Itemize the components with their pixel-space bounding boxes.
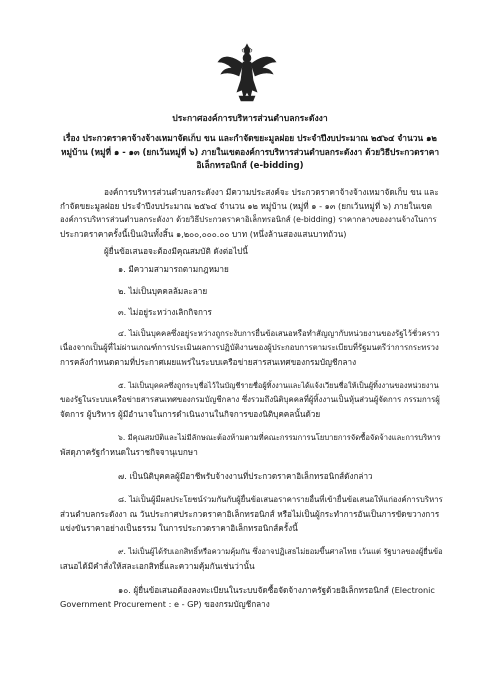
intro-line: กำจัดขยะมูลฝอย ประจำปีงบประมาณ ๒๕๖๔ จำนวน ๑๒ หมู่บ้าน (หมู่ที่ ๑ - ๑๓ (ยกเว้นหมู่ที่ ๖) ภายในเขต (60, 201, 432, 211)
qualification-item-2: ๒. ไม่เป็นบุคคลล้มละลาย (118, 286, 208, 296)
qualification-item-1: ๑. มีความสามารถตามกฎหมาย (118, 264, 229, 274)
subject-line-3: อิเล็กทรอนิกส์ (e-bidding) (196, 161, 304, 171)
qualification-item-4-cont: การคลังกำหนดตามที่ประกาศเผยแพร่ในระบบเครือข่ายสารสนเทศของกรมบัญชีกลาง (60, 357, 357, 367)
qualification-item-8-cont: ส่วนตำบลกระดังงา ณ วันประกาศประกวดราคาอิเล็กทรอนิกส์ หรือไม่เป็นผู้กระทำการอันเป็นการขัดขวางการ (60, 509, 440, 519)
qualification-item-5-cont: ของรัฐในระบบเครือข่ายสารสนเทศของกรมบัญชีกลาง ซึ่งรวมถึงนิติบุคคลที่ผู้ทิ้งงานเป็นหุ้นส่วนผู้จัดการ กรรมการผู้ (60, 395, 440, 404)
qualification-item-4-cont: เนื่องจากเป็นผู้ที่ไม่ผ่านเกณฑ์การประเมินผลการปฏิบัติงานของผู้ประกอบการตามระเบียบที่รัฐมนตรีว่าการกระทรวง (60, 343, 439, 352)
qualification-item-9: ๙. ไม่เป็นผู้ได้รับเอกสิทธิ์หรือความคุ้มกัน ซึ่งอาจปฏิเสธไม่ยอมขึ้นศาลไทย เว้นแต่ รัฐบาลของผู้ยื่นข้อ (118, 547, 443, 556)
qualification-item-7: ๗. เป็นนิติบุคคลผู้มีอาชีพรับจ้างงานที่ประกวดราคาอิเล็กทรอนิกส์ดังกล่าว (118, 471, 373, 481)
qualification-item-3: ๓. ไม่อยู่ระหว่างเลิกกิจการ (118, 307, 212, 317)
qualification-item-8: ๘. ไม่เป็นผู้มีผลประโยชน์ร่วมกันกับผู้ยื่นข้อเสนอราคารายอื่นที่เข้ายื่นข้อเสนอให้แก่องค์การบริหาร (118, 495, 443, 504)
qualification-item-5-cont: จัดการ ผู้บริหาร ผู้มีอำนาจในการดำเนินงานในกิจการของนิติบุคคลนั้นด้วย (60, 409, 321, 419)
intro-line: องค์การบริหารส่วนตำบลกระดังงา ด้วยวิธีประกวดราคาอิเล็กทรอนิกส์ (e-bidding) ราคากลางของงานจ้างในการ (60, 215, 437, 224)
qualification-item-4: ๔. ไม่เป็นบุคคลซึ่งอยู่ระหว่างถูกระงับการยื่นข้อเสนอหรือทำสัญญากับหน่วยงานของรัฐไว้ชั่วคราว (118, 329, 440, 338)
intro-line: ประกวดราคาครั้งนี้เป็นเงินทั้งสิ้น ๑,๒๐๐,๐๐๐.๐๐ บาท (หนึ่งล้านสองแสนบาทถ้วน) (60, 229, 347, 239)
qualification-item-10-cont: Government Procurement : e - GP) ของกรมบัญชีกลาง (60, 599, 270, 609)
org-title: ประกาศองค์การบริหารส่วนตำบลกระดังงา (172, 114, 328, 124)
qualification-item-8-cont: แข่งขันราคาอย่างเป็นธรรม ในการประกวดราคาอิเล็กทรอนิกส์ครั้งนี้ (60, 523, 298, 533)
qualification-item-10: ๑๐. ผู้ยื่นข้อเสนอต้องลงทะเบียนในระบบจัดซื้อจัดจ้างภาครัฐด้วยอิเล็กทรอนิกส์ (Electronic (118, 585, 435, 595)
garuda-emblem-icon (215, 40, 279, 104)
qualification-item-5: ๕. ไม่เป็นบุคคลซึ่งถูกระบุชื่อไว้ในบัญชีรายชื่อผู้ทิ้งงานและได้แจ้งเวียนชื่อให้เป็นผู้ทิ้งงานของหน่วยงาน (118, 381, 439, 390)
qualification-item-6-cont: พัสดุภาครัฐกำหนดในราชกิจจานุเบกษา (60, 447, 198, 457)
subject-line-2: หมู่บ้าน (หมู่ที่ ๑ - ๑๓ (ยกเว้นหมู่ที่ ๖) ภายในเขตองค์การบริหารส่วนตำบลกระดังงา ด้วยวิธีประกวดราคา (60, 147, 440, 157)
intro-line: องค์การบริหารส่วนตำบลกระดังงา มีความประสงค์จะ ประกวดราคาจ้างจ้างเหมาจัดเก็บ ขน และ (104, 187, 439, 197)
subject-line-1: เรื่อง ประกวดราคาจ้างจ้างเหมาจัดเก็บ ขน และกำจัดขยะมูลฝอย ประจำปีงบประมาณ ๒๕๖๔ จำนวน ๑๒ (63, 133, 437, 143)
qualification-item-6: ๖. มีคุณสมบัติและไม่มีลักษณะต้องห้ามตามที่คณะกรรมการนโยบายการจัดซื้อจัดจ้างและการบริหาร (118, 433, 441, 442)
qualification-item-9-cont: เสนอได้มีคำสั่งให้สละเอกสิทธิ์และความคุ้มกันเช่นว่านั้น (60, 561, 255, 571)
qualification-heading: ผู้ยื่นข้อเสนอจะต้องมีคุณสมบัติ ดังต่อไปนี้ (104, 246, 248, 256)
